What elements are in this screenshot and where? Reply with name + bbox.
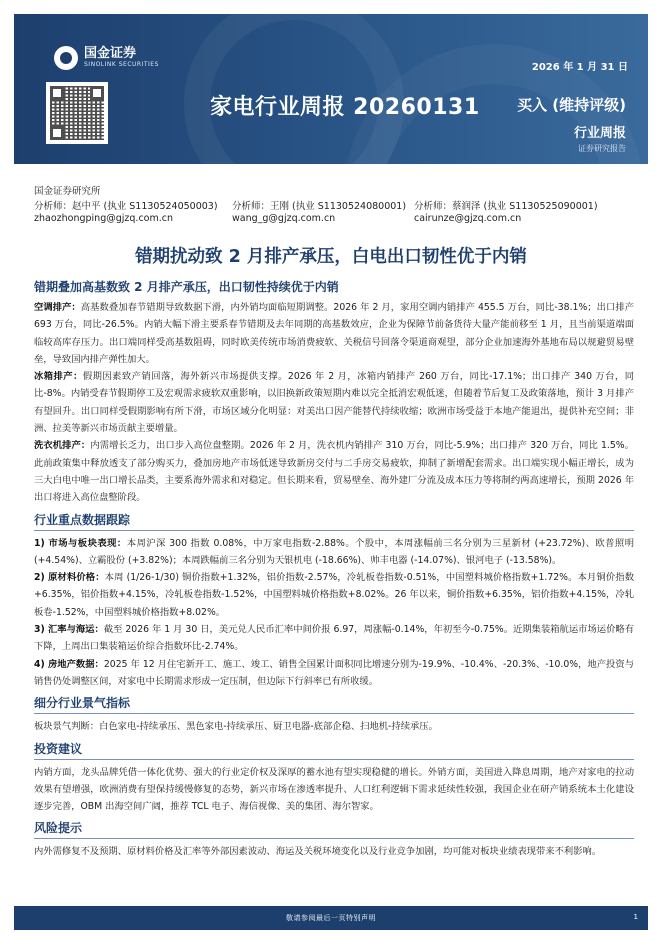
- report-body: [34, 278, 634, 861]
- analyst-3: 分析师：蔡润泽 (执业 S1130525090001): [414, 201, 598, 212]
- header-banner: [14, 14, 648, 164]
- logo-icon: [54, 46, 78, 70]
- report-headline: 错期扰动致 2 月排产承压，白电出口韧性优于内销: [135, 247, 527, 267]
- page-number: 1: [633, 913, 638, 921]
- logo-name-en: SINOLINK SECURITIES: [84, 61, 159, 68]
- rating: 买入 (维持评级): [517, 96, 626, 114]
- logo-name-cn: 国金证券: [84, 46, 137, 61]
- section-title: 风险提示: [34, 819, 634, 839]
- analyst-2: 分析师：王刚 (执业 S1130524080001): [232, 201, 407, 212]
- paragraph: 4) 房地产数据：2025 年 12 月住宅新开工、施工、竣工、销售全国累计面积同比增速分别为-19.9%、-10.4%、-20.3%、-10.0%，地产投资与销售仍处调整区间，对家电中长期需求形成一定压制，但边际下行斜率已有所收缓。: [34, 658, 634, 687]
- paragraph: 1) 市场与板块表现：本周沪深 300 指数 0.08%，中万家电指数-2.88%。个股中，本周涨幅前三名分别为三星新材 (+23.72%)、欧普照明 (+4.54%)、立霸股份 (+3.82%)；本周跌幅前三名分别为天银机电 (-18.66%)、帅丰电器 (-14.07%)、银河电子 (-13.58%)。: [34, 537, 634, 566]
- section-title: 细分行业景气指标: [34, 694, 634, 714]
- analyst-1: 分析师：赵中平 (执业 S1130524050003): [34, 201, 218, 212]
- paragraph: 2) 原材料价格：本周 (1/26-1/30) 铜价指数+1.32%，铝价指数-2.57%，冷轧板卷指数-0.51%，中国塑料城价格指数+1.72%。本月铜价指数+6.35%，铝价指数+4.15%，冷轧板卷指数-1.52%，中国塑料城价格指数+8.02%。26 年以来，铜价指数+6.35%，铝价指数+4.15%，冷轧板卷-1.52%，中国塑料城价格指数+8.02%。: [34, 572, 634, 618]
- report-type: 行业周报: [573, 126, 626, 141]
- paragraph: 空调排产：高基数叠加春节错期导致数据下滑，内外销均面临短期调整。2026 年 2 月，家用空调内销排产 455.5 万台，同比-38.1%；出口排产 693 万台，同比-26.5%。内销大幅下滑主要系春节错期及去年同期的高基数效应，企业为保障节前备货待大量产能前移至 1 月，且当前渠道端面临较高库存压力。出口端同样受高基数阻碍，同时欧美传统市场消费疲软、关税信号回落令渠道商观望，部分企业加速海外基地布局以规避贸易壁垒，导致国内排产弹性加大。: [34, 302, 634, 365]
- paragraph: 内外需修复不及预期、原材料价格及汇率等外部因素波动、海运及关税环境变化以及行业竞争加剧，均可能对板块业绩表现带来不利影响。: [34, 846, 602, 858]
- report-subtype: 证券研究报告: [578, 144, 626, 153]
- paragraph: 板块景气判断：白色家电-持续承压、黑色家电-持续承压、厨卫电器-底部企稳、扫地机-持续承压。: [34, 721, 438, 733]
- section-title: 错期叠加高基数致 2 月排产承压，出口韧性持续优于内销: [34, 280, 339, 294]
- section-title: 投资建议: [34, 740, 634, 760]
- page-footer: [14, 906, 648, 930]
- paragraph: 冰箱排产：假期因素致产销回落，海外新兴市场提供支撑。2026 年 2 月，冰箱内销排产 260 万台，同比-17.1%；出口排产 340 万台，同比-8%。内销受春节假期停工及宏观需求疲软双重影响，以旧换新政策短期内难以完全抵消宏观低迷，但随着节后复工及政策落地，预计 3 月排产有望回升。出口同样受假期影响有所下滑，市场区域分化明显：对美出口因产能替代持续收缩；欧洲市场受益于本地产能退出，提供补充空间；非洲、拉美等新兴市场贡献主要增量。: [34, 371, 634, 435]
- report-date: 2026 年 1 月 31 日: [531, 62, 628, 73]
- paragraph: 内销方面，龙头品牌凭借一体化优势、强大的行业定价权及深厚的蓄水池有望实现稳健的增长。外销方面，美国进入降息周期，地产对家电的拉动效果有望增强，欧洲消费有望保持缓慢修复的态势，新兴市场在渗透率提升、人口红利逻辑下需求延续性较强，我国企业在研产销系统本土化建设逐步完善，OBM 出海空间广阔，推荐 TCL 电子、海信视像、美的集团、海尔智家。: [34, 766, 634, 813]
- paragraph: 3) 汇率与海运：截至 2026 年 1 月 30 日，美元兑人民币汇率中间价报 6.97，周涨幅-0.14%，年初至今-0.75%。近期集装箱航运市场运价略有下降，上周出口集装箱运价综合指数环比-2.74%。: [34, 624, 634, 653]
- company-logo: [54, 46, 159, 70]
- section-title: 行业重点数据跟踪: [34, 511, 634, 531]
- analyst-2-email[interactable]: wang_g@gjzq.com.cn: [232, 213, 336, 224]
- qr-code-icon: [46, 82, 108, 144]
- paragraph: 洗衣机排产：内需增长乏力，出口步入高位盘整期。2026 年 2 月，洗衣机内销排产 310 万台，同比-5.9%；出口排产 320 万台，同比 1.5%。此前政策集中释放透支了部分购买力，叠加房地产市场低迷导致新房交付与二手房交易疲软，抑制了新增配套需求。出口端实现小幅正增长，成为三大白电中唯一出口增长品类，主要系海外需求和对稳定。但长期来看，贸易壁垒、海外建厂分流及成本压力等将制约两高速增长，预期 2026 年出口将进入高位盘整阶段。: [34, 440, 634, 504]
- analyst-3-email[interactable]: cairunze@gjzq.com.cn: [414, 213, 522, 224]
- report-title: 家电行业周报 20260131: [210, 95, 480, 120]
- institute-name: 国金证券研究所: [34, 186, 101, 197]
- footer-disclaimer[interactable]: 敬请参阅最后一页特别声明: [286, 914, 376, 922]
- analyst-1-email[interactable]: zhaozhongping@gjzq.com.cn: [34, 213, 173, 224]
